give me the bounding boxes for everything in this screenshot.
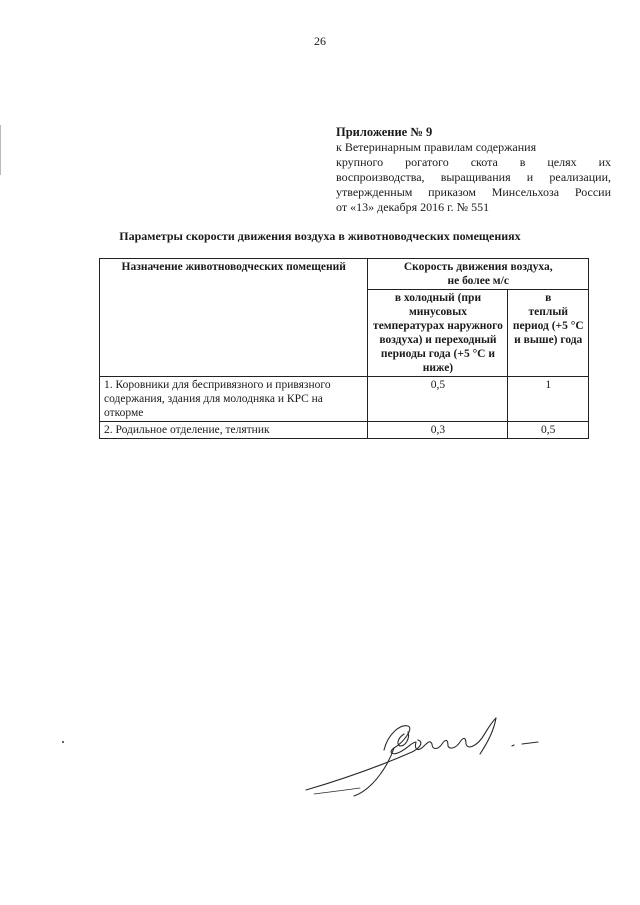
handwritten-signature <box>300 712 580 812</box>
warm-value-cell: 0,5 <box>508 422 589 439</box>
premises-column-header: Назначение животноводческих помещений <box>100 259 368 377</box>
annex-line: крупного рогатого скота в целях их <box>336 155 611 169</box>
page-number: 26 <box>314 34 326 48</box>
premises-name-cell: 1. Коровники для беспривязного и привязного содержания, здания для молодняка и КРС на откорме <box>100 377 368 422</box>
premises-name-cell: 2. Родильное отделение, телятник <box>100 422 368 439</box>
warm-value-cell: 1 <box>508 377 589 422</box>
table-row <box>100 377 589 422</box>
velocity-group-header <box>368 259 589 290</box>
scan-edge-mark <box>0 125 1 175</box>
warm-period-header-line: в <box>545 292 552 304</box>
warm-period-header-line: теплый период (+5 °С и выше) года <box>512 306 584 346</box>
annex-title: Приложение № 9 <box>336 125 433 139</box>
velocity-group-header-line: не более м/с <box>447 275 509 287</box>
cold-value-cell: 0,5 <box>368 377 508 422</box>
annex-block <box>336 125 611 215</box>
velocity-group-header-line: Скорость движения воздуха, <box>403 261 553 273</box>
document-heading: Параметры скорости движения воздуха в животноводческих помещениях <box>119 229 521 243</box>
air-velocity-table <box>99 258 589 439</box>
table-row <box>100 422 589 439</box>
cold-period-header: в холодный (при минусовых температурах наружного воздуха) и переходный периоды года (+5 °С и ниже) <box>368 290 508 377</box>
cold-value-cell: 0,3 <box>368 422 508 439</box>
annex-line: к Ветеринарным правилам содержания <box>336 140 537 154</box>
stray-dot-mark <box>62 741 64 743</box>
annex-line: утвержденным приказом Минсельхоза России <box>336 185 611 199</box>
warm-period-header <box>508 290 589 377</box>
annex-line: воспроизводства, выращивания и реализации, <box>336 170 611 184</box>
table-header-row <box>100 259 589 290</box>
annex-line: от «13» декабря 2016 г. № 551 <box>336 200 490 214</box>
